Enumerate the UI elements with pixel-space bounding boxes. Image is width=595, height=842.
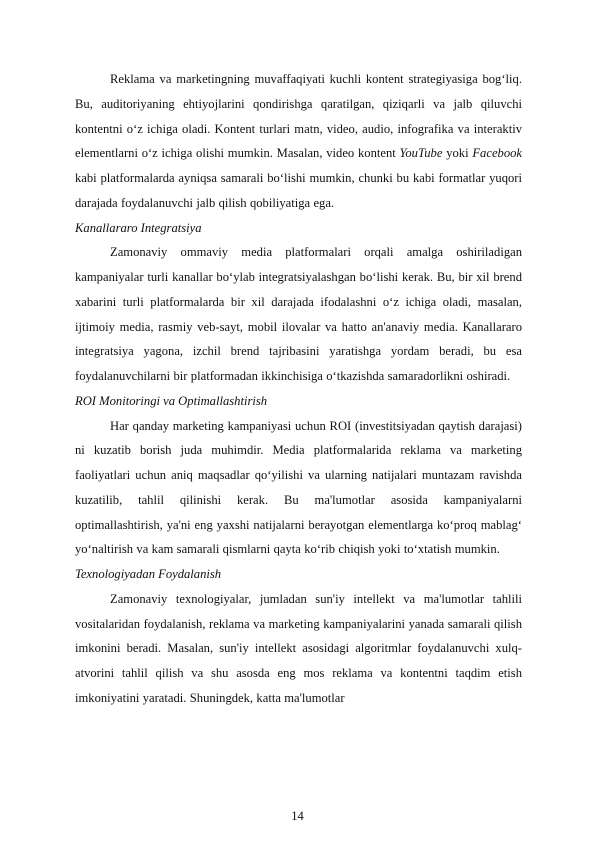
paragraph-content-strategy xyxy=(75,67,522,216)
section-heading-roi: ROI Monitoringi va Optimallashtirish xyxy=(75,393,268,408)
section-heading-technology: Texnologiyadan Foydalanish xyxy=(75,567,222,581)
paragraph-text: kabi platformalarda ayniqsa samarali bo‘lishi mumkin, chunki bu kabi formatlar yuqori darajada foydalanuvchi jalb qilish qobiliyatiga ega. xyxy=(75,171,522,210)
section-heading-cross-channel: Kanallararo Integratsiya xyxy=(75,220,202,235)
paragraph-text: Reklama va marketingning muvaffaqiyati kuchli kontent strategiyasiga bog‘liq. Bu, auditoriyaning ehtiyojlarini qondirishga qaratilgan, qiziqarli va jalb qiluvchi kontentni o‘z ichiga oladi. Kontent turlari matn, video, audio, infografika va interaktiv elementlarni o‘z ichiga olishi mumkin. Masalan, video kontent xyxy=(75,72,522,161)
youtube-term: YouTube xyxy=(399,146,443,161)
page-number: 14 xyxy=(291,809,304,823)
paragraph-text: yoki xyxy=(442,146,473,161)
paragraph-roi: Har qanday marketing kampaniyasi uchun ROI (investitsiyadan qaytish darajasi) ni kuzatib borish juda muhimdir. Media platformalarida reklama va marketing faoliyatlari uchun aniq maqsadlar qo‘yilishi va ularning natijalari muntazam ravishda kuzatilib, tahlil qilinishi kerak. Bu ma'lumotlar asosida kampaniyalarni optimallashtirish, ya'ni eng yaxshi natijalarni berayotgan elementlarga ko‘proq mablag‘ yo‘naltirish va kam samarali qismlarni qayta ko‘rib chiqish yoki to‘xtatish mumkin. xyxy=(75,418,522,557)
paragraph-technology: Zamonaviy texnologiyalar, jumladan sun'iy intellekt va ma'lumotlar tahlili vositalaridan foydalanish, reklama va marketing kampaniyalarini yanada samarali qilish imkonini beradi. Masalan, sun'iy intellekt asosidagi algoritmlar foydalanuvchi xulq-atvorini tahlil qilish va shu asosda eng mos reklama va kontentni taqdim etish imkoniyatini yaratadi. Shuningdek, katta ma'lumotlar xyxy=(75,591,522,705)
paragraph-cross-channel: Zamonaviy ommaviy media platformalari orqali amalga oshiriladigan kampaniyalar turli kanallar bo‘ylab integratsiyalashgan bo‘lishi kerak. Bu, bir xil brend xabarini turli platformalarda bir xil darajada ifodalashni o‘z ichiga oladi, masalan, ijtimoiy media, rasmiy veb-sayt, mobil ilovalar va hatto an'anaviy media. Kanallararo integratsiya yagona, izchil brend tajribasini yaratishga yordam beradi, bu esa foydalanuvchilarni bir platformadan ikkinchisiga o‘tkazishda samaradorlikni oshiradi. xyxy=(75,245,522,383)
facebook-term: Facebook xyxy=(472,146,523,161)
document-body xyxy=(75,67,522,711)
